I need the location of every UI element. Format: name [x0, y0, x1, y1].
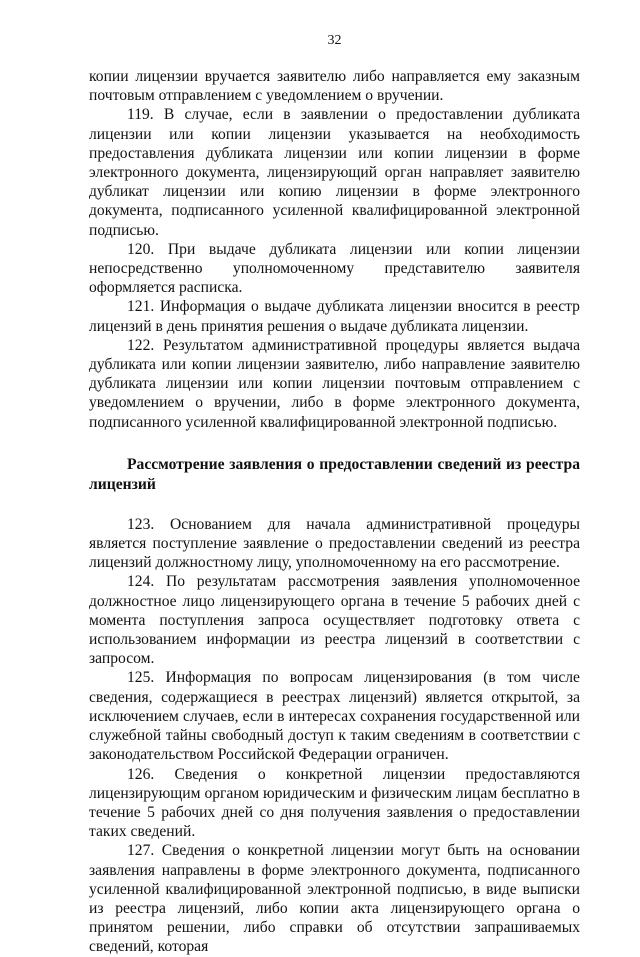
section-heading: Рассмотрение заявления о предоставлении сведений из реестра лицензий — [89, 455, 580, 493]
paragraph-number: 122. — [127, 336, 155, 354]
paragraph-126 — [89, 765, 580, 842]
paragraph-number: 120. — [127, 240, 155, 258]
page-number: 32 — [327, 33, 342, 48]
paragraph-number: 127. — [127, 842, 155, 860]
paragraph-text: При выдаче дубликата лицензии или копии лицензии непосредственно уполномоченному представителю заявителя оформляется расписка. — [89, 240, 580, 297]
paragraph-text: Результатом административной процедуры является выдача дубликата или копии лицензии заявителю, либо направление заявителю дубликата лицензии или копии лицензии почтовым отправлением с уведомлением о вручении, либо в форме электронного документа, подписанного усиленной квалифицированной электронной подписью. — [89, 336, 580, 431]
paragraph-text: По результатам рассмотрения заявления уполномоченное должностное лицо лицензирующего органа в течение 5 рабочих дней с момента поступления запроса осуществляет подготовку ответа с использованием информации из реестра лицензий в соответствии с запросом. — [89, 573, 581, 668]
paragraph-text: Основанием для начала административной процедуры является поступление заявление о предоставлении сведений из реестра лицензий должностному лицу, уполномоченному на его рассмотрение. — [89, 515, 580, 572]
paragraph-127 — [89, 841, 580, 956]
paragraph-120 — [89, 240, 580, 298]
paragraph-124 — [89, 572, 580, 668]
paragraph-continuation — [89, 67, 580, 105]
paragraph-text: копии лицензии вручается заявителю либо направляется ему заказным почтовым отправлением с уведомлением о вручении. — [89, 68, 580, 105]
paragraph-125 — [89, 668, 580, 764]
paragraph-number: 124. — [127, 573, 155, 591]
paragraph-119 — [89, 105, 580, 239]
paragraph-number: 126. — [127, 765, 155, 783]
paragraph-121 — [89, 297, 580, 335]
paragraph-number: 123. — [127, 515, 155, 533]
paragraph-122 — [89, 336, 580, 432]
paragraph-number: 119. — [127, 106, 154, 124]
paragraph-text: Сведения о конкретной лицензии могут быть на основании заявления направлены в форме электронного документа, подписанного усиленной квалифицированной электронной подписью, в виде выписки из реестра лицензий, либо копии акта лицензирующего органа о принятом решении, либо справки об отсутствии запрашиваемых сведений, которая — [89, 842, 580, 956]
paragraph-number: 121. — [127, 298, 155, 316]
paragraph-123 — [89, 515, 580, 573]
paragraph-number: 125. — [127, 669, 155, 687]
paragraph-text: Информация о выдаче дубликата лицензии вносится в реестр лицензий в день принятия решения о выдаче дубликата лицензии. — [89, 298, 580, 335]
paragraph-text: Сведения о конкретной лицензии предоставляются лицензирующим органом юридическим и физическим лицам бесплатно в течение 5 рабочих дней со дня получения заявления о предоставлении таких сведений. — [89, 765, 580, 841]
paragraph-text: Информация по вопросам лицензирования (в том числе сведения, содержащиеся в реестрах лицензий) является открытой, за исключением случаев, если в интересах сохранения государственной или служебной тайны свободный доступ к таким сведениям в соответствии с законодательством Российской Федерации ограничен. — [89, 669, 580, 764]
paragraph-text: В случае, если в заявлении о предоставлении дубликата лицензии или копии лицензии указывается на необходимость предоставления дубликата лицензии или копии лицензии в форме электронного документа, лицензирующий орган направляет заявителю дубликат лицензии или копию лицензии в форме электронного документа, подписанного усиленной квалифицированной электронной подписью. — [89, 106, 581, 239]
